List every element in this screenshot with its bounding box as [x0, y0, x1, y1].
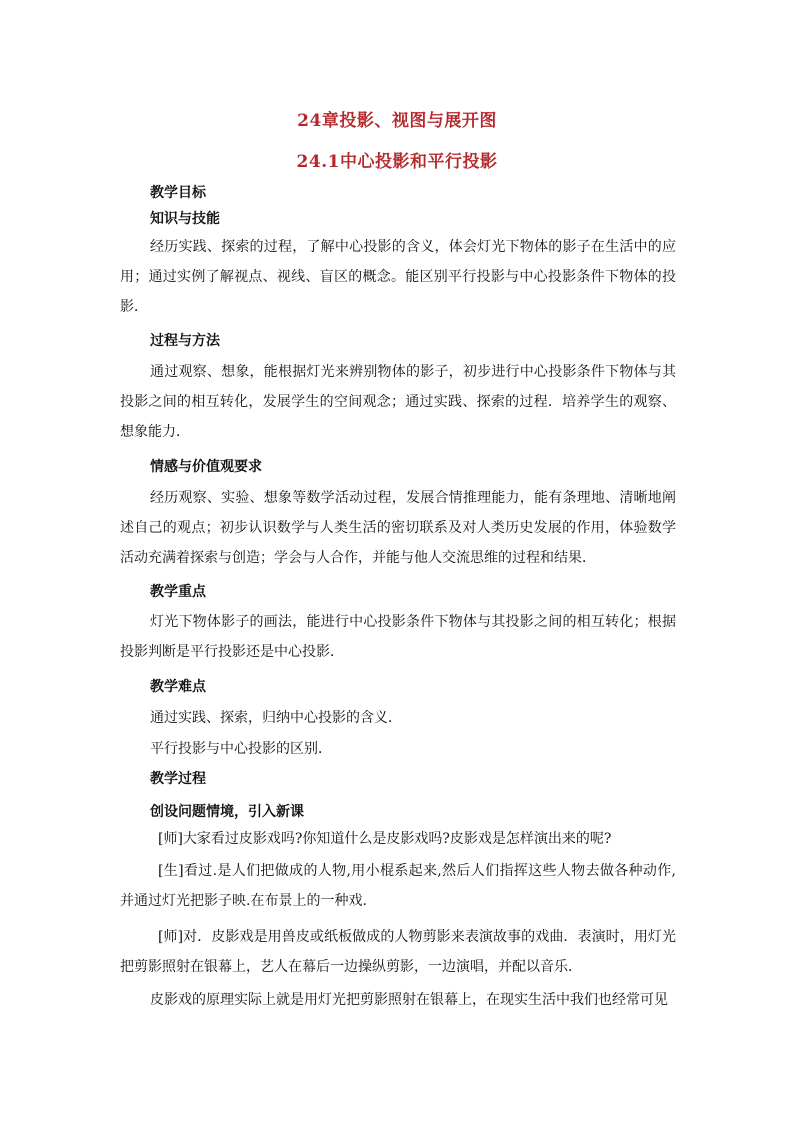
objectives-heading: 教学目标: [150, 185, 206, 201]
teacher-dialog-1: [师]大家看过皮影戏吗?你知道什么是皮影戏吗?皮影戏是怎样演出来的呢?: [158, 831, 612, 847]
key-points-heading: 教学重点: [150, 584, 206, 600]
chapter-title: 24章投影、视图与展开图: [297, 111, 497, 131]
student-dialog-1: [生]看过.是人们把做成的人物,用小棍系起来,然后人们指挥这些人物去做各种动作,并通过灯光把影子映.在布景上的一种戏.: [120, 863, 676, 909]
difficulty-heading: 教学难点: [150, 679, 206, 695]
process-heading: 过程与方法: [150, 333, 220, 349]
knowledge-heading: 知识与技能: [150, 211, 220, 227]
process-paragraph: 通过观察、想象，能根据灯光来辨别物体的影子，初步进行中心投影条件下物体与其投影之间的相互转化，发展学生的空间观念；通过实践、探索的过程．培养学生的观察、想象能力．: [120, 364, 676, 440]
emotion-heading: 情感与价值观要求: [150, 459, 262, 475]
difficulty-line-1: 通过实践、探索，归纳中心投影的含义．: [150, 710, 402, 726]
teacher-dialog-2: [师]对．皮影戏是用兽皮或纸板做成的人物剪影来表演故事的戏曲．表演时，用灯光把剪影照射在银幕上，艺人在幕后一边操纵剪影，一边演唱，并配以音乐．: [120, 929, 676, 975]
knowledge-paragraph: 经历实践、探索的过程，了解中心投影的含义，体会灯光下物体的影子在生活中的应用；通过实例了解视点、视线、盲区的概念。能区别平行投影与中心投影条件下物体的投影．: [120, 239, 676, 315]
procedure-heading: 教学过程: [150, 771, 206, 787]
intro-heading: 创设问题情境，引入新课: [150, 804, 304, 820]
emotion-paragraph: 经历观察、实验、想象等数学活动过程，发展合情推理能力，能有条理地、清晰地阐述自己的观点；初步认识数学与人类生活的密切联系及对人类历史发展的作用，体验数学活动充满着探索与创造；学会与人合作，并能与他人交流思维的过程和结果．: [120, 490, 676, 566]
difficulty-line-2: 平行投影与中心投影的区别．: [150, 741, 332, 757]
section-title: 24.1中心投影和平行投影: [296, 152, 498, 172]
key-points-paragraph: 灯光下物体影子的画法，能进行中心投影条件下物体与其投影之间的相互转化；根据投影判断是平行投影还是中心投影．: [120, 614, 676, 660]
closing-paragraph: 皮影戏的原理实际上就是用灯光把剪影照射在银幕上，在现实生活中我们也经常可见: [150, 992, 668, 1008]
